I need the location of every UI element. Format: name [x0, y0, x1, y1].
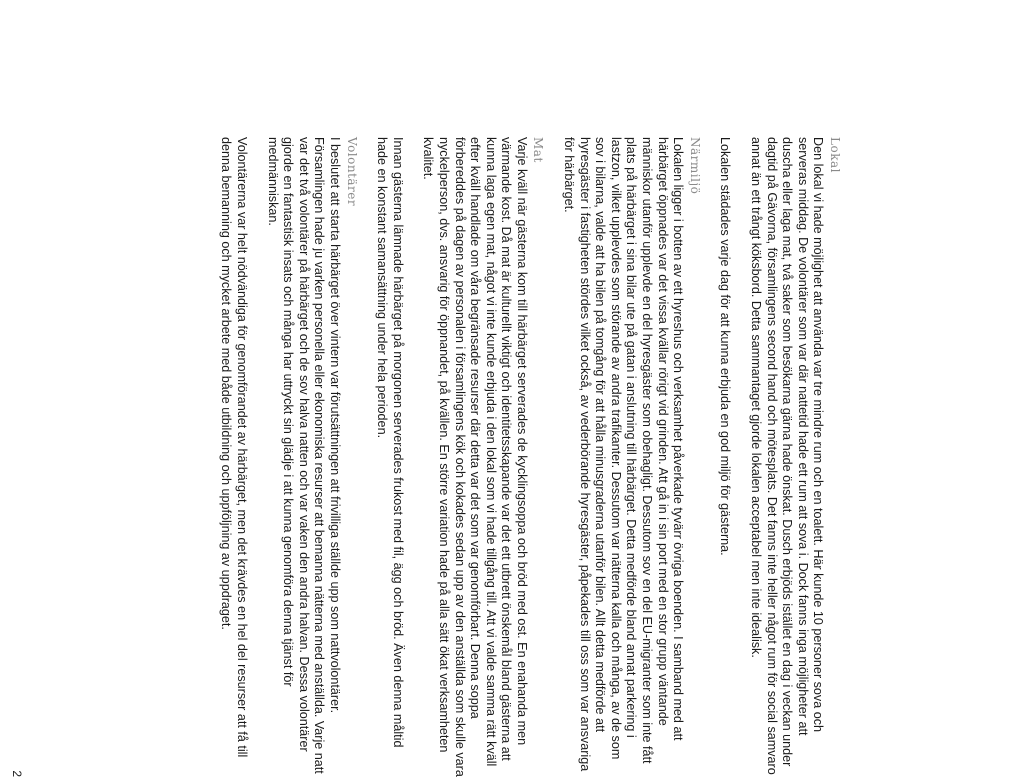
- paragraph: Innan gästerna lämnade härbärget på morgonen serverades frukost med fil, ägg och bröd. Även denna måltid hade en konstant samansättning under hela perioden.: [375, 137, 405, 748]
- section-heading-lokal: Lokal: [828, 137, 842, 173]
- section-narmiljo: [561, 137, 702, 777]
- paragraph: Varje kväll när gästerna kom till härbärget serverades de kycklingsoppa och bröd med ost. En enahanda men värmande kost. Då mat är kulturellt viktigt och identitetsskapande var det ett utbrett önskemål bland gästerna att kunna laga egen mat, något vi inte kunde erbjuda i den lokal som vi hade tillgång till. Att vi valde samma rätt kväll efter kväll handlade om våra begränsade resurser där detta var det som var genomförbart. Denna soppa förbereddes på dagen av personalen i församlingens kök och kokades sedan upp av den anställda som skulle vara nyckelperson, dvs. ansvarig för öppnandet, på kvällen. En större variation hade på alla sätt ökat verksamheten kvalitet.: [421, 137, 529, 777]
- rotated-text-block: [9, 137, 842, 777]
- paragraph: Lokalen städades varje dag för att kunna erbjuda en god miljö för gästerna.: [718, 137, 733, 556]
- page-number: 2: [9, 770, 24, 777]
- paragraph: Den lokal vi hade möjlighet att använda var tre mindre rum och en toalett. Här kunde 10 personer sova och serveras middag. De volontärer som var där nattetid hade ett rum att sova i. Dock fanns inga möjligheter att duscha eller laga mat, två saker som besökarna gärna hade önskat. Dusch erbjöds istället en dag i veckan under dagtid på Gävorna, församlingens second hand och mötesplats. Det fanns inte heller något rum för social samvaro annat än ett trångt köksbord. Detta sammantaget gjorde lokalen acceptabel men inte idealisk.: [749, 137, 826, 775]
- section-heading-narmiljo: Närmiljö: [687, 137, 702, 195]
- paragraph: Volontärerna var helt nödvändiga för genomförandet av härbärget, men det krävdes en hel del resurser att få till denna bemanning och mycket arbete med både utbildning och uppföljning av uppdraget.: [219, 137, 249, 758]
- section-heading-volontarer: Volontärer: [344, 137, 359, 207]
- paragraph: Lokalen ligger i botten av ett hyreshus och verksamhet påverkade tyvärr övriga boenden. I samband med att härbärget öppnades var det vissa kvällar rörigt vid grinden. Att gå in i sin port med en stor grupp väntande människor utanför upplevde en del hyresgäster som obehagligt. Dessutom sov en del EU-migranter som inte fått plats på härbärget i sina bilar ute på gatan i anslutning till härbärget. Detta medförde bland annat parkering i lastzon, vilket upplevdes som störande av andra trafikanter. Dessutom var nätterna kalla och många, av de som sov i bilarna, valde att ha bilen på tomgång för att hålla minusgraderna utanför bilen. Allt detta medförde att hyresgäster i fastigheten stördes vilket också, av vederbörande hyresgäster, påpekades till oss som var ansvariga för härbärget.: [562, 137, 686, 772]
- section-lokal: [717, 137, 842, 777]
- section-volontarer: [218, 137, 359, 777]
- section-mat: [374, 137, 546, 777]
- paragraph: I beslutet att starta härbärget över vintern var förutsättningen att frivilliga ställde upp som nattvolontärer. Församlingen hade ju varken personella eller ekonomiska resurser att bemanna nätterna med anställda. Varje natt var det två volontärer på härbärget och de sov halva natten och var vaken den andra halvan. Dessa volontärer gjorde en fantastisk insats och många har uttryckt sin glädje i att kunna genomföra denna tjänst för medmänniskan.: [265, 137, 342, 774]
- section-heading-mat: Mat: [531, 137, 546, 163]
